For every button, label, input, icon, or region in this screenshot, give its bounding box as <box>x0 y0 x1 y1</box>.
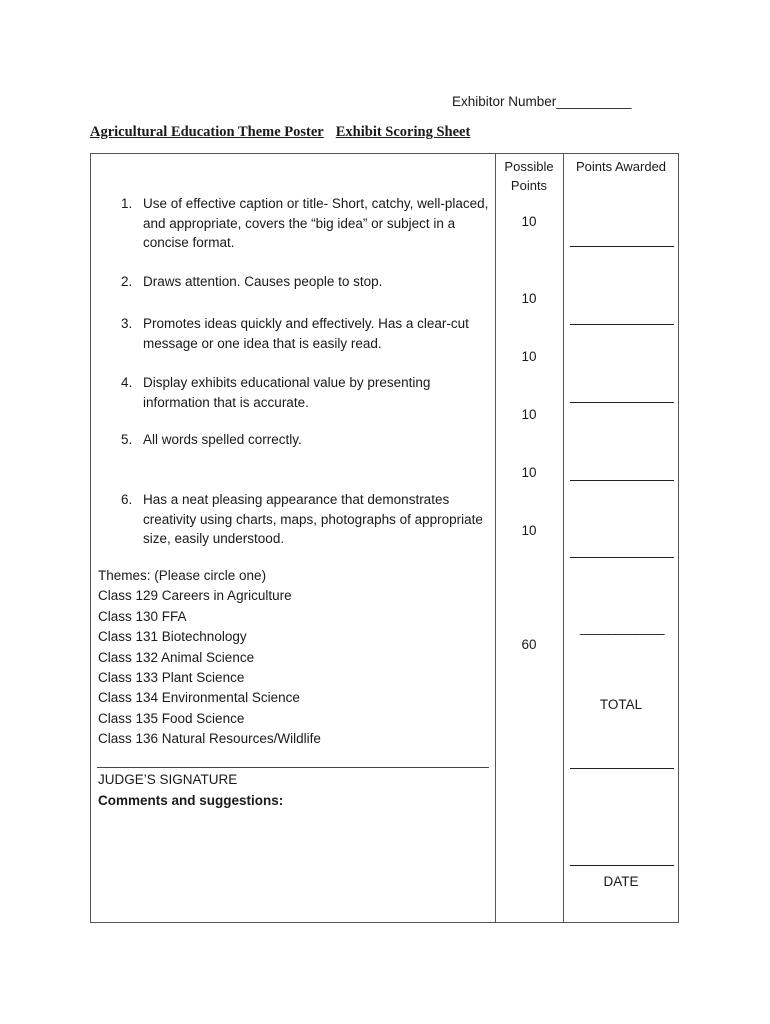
possible-points-4: 10 <box>521 407 537 422</box>
column-divider-2 <box>563 153 564 923</box>
possible-points-1: 10 <box>521 214 537 229</box>
possible-points-3: 10 <box>521 349 537 364</box>
date-label: DATE <box>603 874 639 889</box>
criterion-number: 6. <box>121 492 133 507</box>
date-blank[interactable] <box>570 865 674 866</box>
criterion-text: Has a neat pleasing appearance that demonstrates creativity using charts, maps, photographs of appropriate size, easily understood. <box>143 492 483 546</box>
theme-class-134[interactable]: Class 134 Environmental Science <box>98 690 300 706</box>
title-part-1: Agricultural Education Theme Poster <box>90 124 324 140</box>
possible-points-5: 10 <box>521 465 537 480</box>
possible-points-header: Possible Points <box>504 159 554 193</box>
criterion-number: 3. <box>121 316 133 331</box>
total-label: TOTAL <box>599 697 643 712</box>
criterion-text: All words spelled correctly. <box>143 432 302 447</box>
judge-signature-line[interactable] <box>97 767 489 768</box>
theme-class-129[interactable]: Class 129 Careers in Agriculture <box>98 588 292 604</box>
page-title <box>90 124 470 141</box>
theme-class-133[interactable]: Class 133 Plant Science <box>98 670 245 686</box>
possible-points-2: 10 <box>521 291 537 306</box>
column-divider-1 <box>495 153 496 923</box>
criterion-text: Display exhibits educational value by presenting information that is accurate. <box>143 375 431 410</box>
themes-heading: Themes: (Please circle one) <box>98 568 267 583</box>
exhibitor-number: Exhibitor Number__________ <box>452 94 632 109</box>
criterion-text: Draws attention. Causes people to stop. <box>143 274 383 289</box>
criterion-text: Promotes ideas quickly and effectively. Has a clear-cut message or one idea that is easily read. <box>143 316 469 351</box>
possible-points-total: 60 <box>521 637 537 652</box>
criterion-number: 5. <box>121 432 133 447</box>
points-awarded-blank-2[interactable] <box>570 324 674 325</box>
points-awarded-blank-3[interactable] <box>570 402 674 403</box>
theme-class-131[interactable]: Class 131 Biotechnology <box>98 629 247 645</box>
theme-class-136[interactable]: Class 136 Natural Resources/Wildlife <box>98 731 321 747</box>
points-awarded-header: Points Awarded <box>575 159 667 174</box>
title-part-2: Exhibit Scoring Sheet <box>335 124 471 140</box>
criterion-number: 1. <box>121 196 133 211</box>
theme-class-132[interactable]: Class 132 Animal Science <box>98 649 255 665</box>
comments-label: Comments and suggestions: <box>98 793 284 808</box>
theme-class-135[interactable]: Class 135 Food Science <box>98 710 245 726</box>
points-awarded-blank-6[interactable]: ____________ <box>579 620 665 635</box>
judge-signature-label: JUDGE’S SIGNATURE <box>98 772 238 787</box>
themes-section <box>98 566 321 750</box>
points-awarded-blank-5[interactable] <box>570 557 674 558</box>
criterion-number: 2. <box>121 274 133 289</box>
criterion-number: 4. <box>121 375 133 390</box>
points-awarded-blank-1[interactable] <box>570 246 674 247</box>
theme-class-130[interactable]: Class 130 FFA <box>98 608 187 624</box>
total-blank[interactable] <box>570 768 674 769</box>
points-awarded-blank-4[interactable] <box>570 480 674 481</box>
possible-points-6: 10 <box>521 523 537 538</box>
criterion-text: Use of effective caption or title- Short, catchy, well-placed, and appropriate, covers the “big idea” or subject in a concise format. <box>143 196 489 250</box>
